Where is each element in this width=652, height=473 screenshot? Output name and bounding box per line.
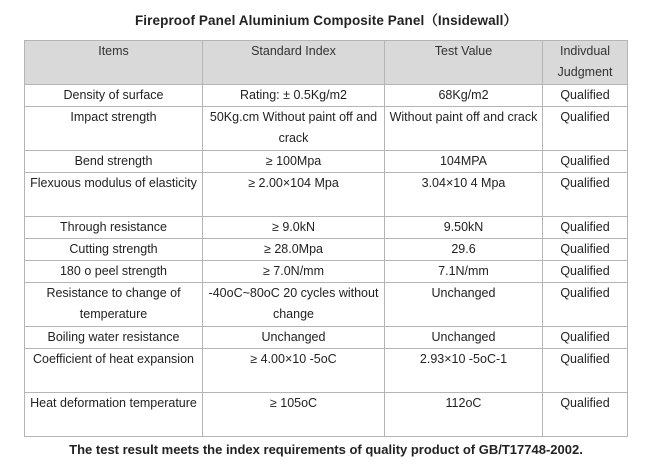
- cell-item: Density of surface: [25, 85, 203, 107]
- cell-judgment: Qualified: [543, 151, 628, 173]
- table-row: [25, 85, 628, 107]
- cell-item: Heat deformation temperature: [25, 393, 203, 437]
- cell-judgment: Qualified: [543, 349, 628, 393]
- cell-standard: ≥ 105oC: [203, 393, 385, 437]
- table-row: [25, 239, 628, 261]
- cell-standard: ≥ 28.0Mpa: [203, 239, 385, 261]
- cell-judgment: Qualified: [543, 217, 628, 239]
- cell-standard: ≥ 100Mpa: [203, 151, 385, 173]
- cell-standard: Rating: ± 0.5Kg/m2: [203, 85, 385, 107]
- table-row: [25, 283, 628, 327]
- cell-standard: ≥ 4.00×10 -5oC: [203, 349, 385, 393]
- header-standard-index: Standard Index: [203, 41, 385, 85]
- table-row: [25, 107, 628, 151]
- cell-test: 3.04×10 4 Mpa: [385, 173, 543, 217]
- cell-judgment: Qualified: [543, 173, 628, 217]
- cell-test: Without paint off and crack: [385, 107, 543, 151]
- cell-judgment: Qualified: [543, 107, 628, 151]
- cell-test: Unchanged: [385, 327, 543, 349]
- cell-test: 7.1N/mm: [385, 261, 543, 283]
- table-row: [25, 349, 628, 393]
- page-title: Fireproof Panel Aluminium Composite Panel（Insidewall）: [134, 13, 518, 28]
- footer-note: The test result meets the index requirements of quality product of GB/T17748-2002.: [69, 442, 583, 457]
- table-row: [25, 261, 628, 283]
- cell-standard: 50Kg.cm Without paint off and crack: [203, 107, 385, 151]
- table-row: [25, 327, 628, 349]
- cell-item: Through resistance: [25, 217, 203, 239]
- cell-item: 180 o peel strength: [25, 261, 203, 283]
- table-row: [25, 173, 628, 217]
- cell-judgment: Qualified: [543, 239, 628, 261]
- cell-test: 9.50kN: [385, 217, 543, 239]
- cell-standard: ≥ 2.00×104 Mpa: [203, 173, 385, 217]
- cell-item: Resistance to change of temperature: [25, 283, 203, 327]
- cell-standard: -40oC~80oC 20 cycles without change: [203, 283, 385, 327]
- cell-test: 104MPA: [385, 151, 543, 173]
- cell-item: Bend strength: [25, 151, 203, 173]
- cell-judgment: Qualified: [543, 261, 628, 283]
- table-row: [25, 393, 628, 437]
- cell-item: Impact strength: [25, 107, 203, 151]
- cell-judgment: Qualified: [543, 85, 628, 107]
- cell-standard: ≥ 9.0kN: [203, 217, 385, 239]
- header-judgment: Indivdual Judgment: [543, 41, 628, 85]
- table-header-row: [25, 41, 628, 85]
- cell-test: 112oC: [385, 393, 543, 437]
- cell-judgment: Qualified: [543, 327, 628, 349]
- cell-item: Cutting strength: [25, 239, 203, 261]
- cell-judgment: Qualified: [543, 393, 628, 437]
- table-row: [25, 217, 628, 239]
- cell-item: Boiling water resistance: [25, 327, 203, 349]
- cell-test: 68Kg/m2: [385, 85, 543, 107]
- header-items: Items: [25, 41, 203, 85]
- cell-test: Unchanged: [385, 283, 543, 327]
- cell-standard: Unchanged: [203, 327, 385, 349]
- cell-test: 2.93×10 -5oC-1: [385, 349, 543, 393]
- cell-standard: ≥ 7.0N/mm: [203, 261, 385, 283]
- cell-test: 29.6: [385, 239, 543, 261]
- table-row: [25, 151, 628, 173]
- cell-judgment: Qualified: [543, 283, 628, 327]
- cell-item: Flexuous modulus of elasticity: [25, 173, 203, 217]
- cell-item: Coefficient of heat expansion: [25, 349, 203, 393]
- spec-table: [24, 40, 628, 437]
- header-test-value: Test Value: [385, 41, 543, 85]
